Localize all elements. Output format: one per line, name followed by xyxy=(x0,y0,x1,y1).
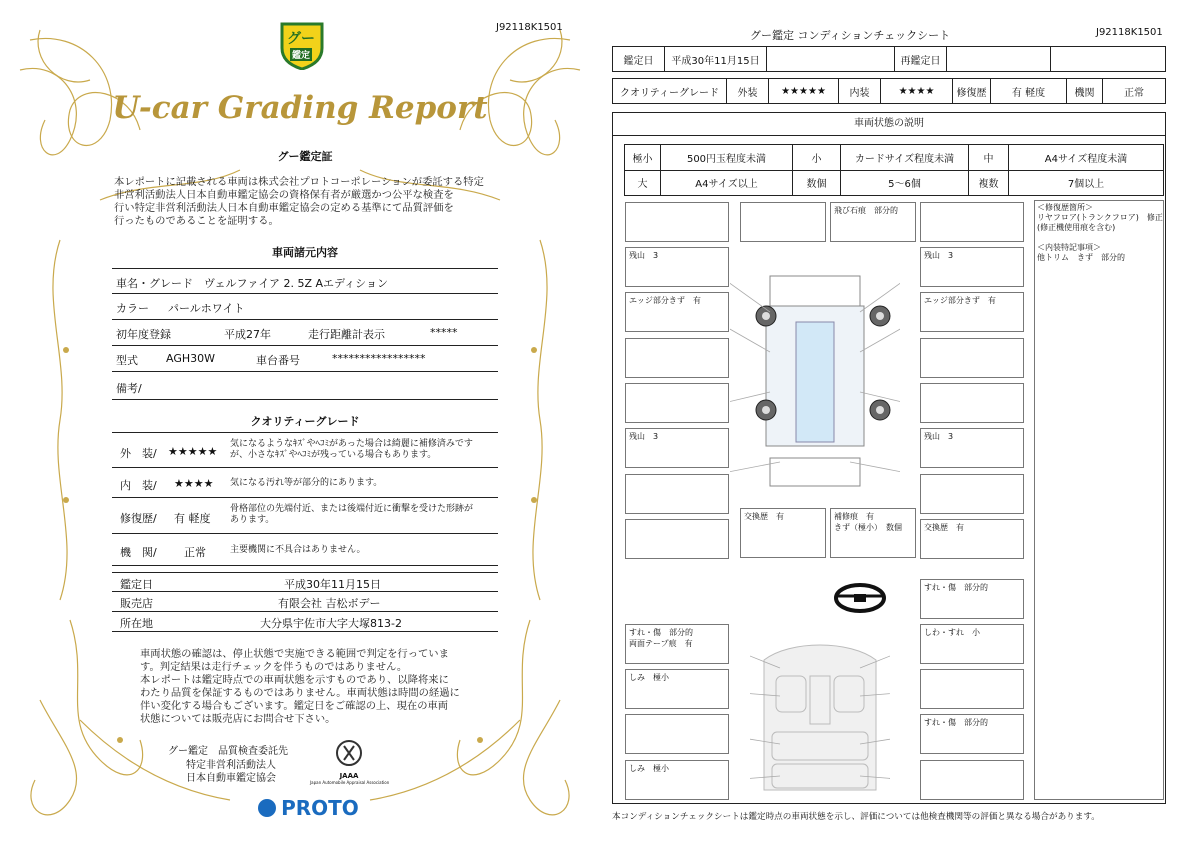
int-box-right-4: すれ・傷 部分的 xyxy=(920,714,1024,754)
spec-heading: 車両諸元内容 xyxy=(272,246,338,259)
spec-row-remarks xyxy=(112,372,498,400)
ext-box-left-1 xyxy=(625,202,729,242)
proto-mark-icon xyxy=(258,799,276,817)
type-label: 型式 xyxy=(116,354,138,367)
remarks-label: 備考/ xyxy=(116,382,142,395)
int-box-left-3 xyxy=(625,714,729,754)
engine-value: 正常 xyxy=(184,546,206,559)
legend-r1c5: 中 xyxy=(969,145,1009,171)
int-box-right-1: すれ・傷 部分的 xyxy=(920,579,1024,619)
ext-stars: ★★★★★ xyxy=(769,79,839,104)
ext-box-left-8 xyxy=(625,519,729,559)
spec-row-model xyxy=(112,268,498,294)
shop-label: 販売店 xyxy=(120,597,153,610)
ext-box-left-2: 残山 3 xyxy=(625,247,729,287)
logo-text-top: グー xyxy=(287,31,315,47)
exterior-label: 外 装/ xyxy=(120,447,157,460)
quality-row-interior xyxy=(112,468,498,498)
ext-box-bottom-center: 補修痕 有 きず（極小） 数個 xyxy=(830,508,916,558)
ext-box-left-7 xyxy=(625,474,729,514)
ext-box-right-5 xyxy=(920,383,1024,423)
ext-box-bottom-left: 交換歴 有 xyxy=(740,508,826,558)
reinspect-blank xyxy=(1051,47,1166,72)
type-value: AGH30W xyxy=(166,352,216,365)
chassis-value: ***************** xyxy=(332,352,426,365)
quality-label: クオリティーグレード xyxy=(613,79,727,104)
int-box-left-1: すれ・傷 部分的 両面テープ痕 有 xyxy=(625,624,729,664)
jaaa-logo xyxy=(310,738,388,788)
legend-table xyxy=(624,144,1164,196)
int-box-left-2: しみ 極小 xyxy=(625,669,729,709)
legend-r2c3: 数個 xyxy=(793,170,841,196)
certificate-intro: 本レポートに記載される車両は株式会社プロトコーポレーションが委託する特定 非営利活動法人日本自動車鑑定協会の資格保有者が厳選かつ公平な検査を 行い特定非営利活動法人日本自動車鑑定協会の定める基準にて品質評価を 行ったものであることを証明する。 xyxy=(114,176,484,227)
sheet-footer: 本コンディションチェックシートは鑑定時点の車両状態を示し、評価については他検査機関等の評価と異なる場合があります。 xyxy=(612,812,1100,822)
proto-text: PROTO xyxy=(281,796,359,820)
ext-box-left-5 xyxy=(625,383,729,423)
spec-row-registration xyxy=(112,320,498,346)
color-value: パールホワイト xyxy=(168,302,245,315)
commission-line-2: 特定非営利活動法人 xyxy=(186,760,276,771)
proto-logo xyxy=(258,796,359,822)
int-label: 内装 xyxy=(839,79,881,104)
spec-row-type xyxy=(112,346,498,372)
steering-wheel-icon xyxy=(834,582,886,614)
legend-r1c2: 500円玉程度未満 xyxy=(661,145,793,171)
legend-r1c4: カードサイズ程度未満 xyxy=(841,145,969,171)
legend-r2c1: 大 xyxy=(625,170,661,196)
legend-r2c4: 5～6個 xyxy=(841,170,969,196)
quality-row-engine xyxy=(112,534,498,566)
repair-value: 有 軽度 xyxy=(174,512,211,525)
ext-box-left-3: エッジ部分きず 有 xyxy=(625,292,729,332)
certificate-title: グー鑑定証 xyxy=(277,150,333,163)
notes-panel xyxy=(1034,200,1164,800)
engine-label: 機関 xyxy=(1067,79,1103,104)
ext-box-top-left xyxy=(740,202,826,242)
legend-r2c5: 複数 xyxy=(969,170,1009,196)
mileage-value: ***** xyxy=(430,326,458,339)
report-script-title: U-car Grading Report xyxy=(112,90,488,126)
quality-heading: クオリティーグレード xyxy=(250,415,360,428)
car-interior-diagram xyxy=(750,640,890,800)
info-row-shop xyxy=(112,592,498,612)
date-table xyxy=(612,46,1166,72)
repair-label: 修復歴 xyxy=(953,79,991,104)
int-stars: ★★★★ xyxy=(881,79,953,104)
model-value: ヴェルファイア 2. 5Z Aエディション xyxy=(204,277,388,290)
date-label: 鑑定日 xyxy=(120,578,153,591)
ext-box-top-center: 飛び石痕 部分的 xyxy=(830,202,916,242)
legend-r1c3: 小 xyxy=(793,145,841,171)
chassis-label: 車台番号 xyxy=(256,354,300,367)
int-box-left-4: しみ 極小 xyxy=(625,760,729,800)
ext-box-right-8: 交換歴 有 xyxy=(920,519,1024,559)
quality-row-repair xyxy=(112,498,498,534)
int-box-right-5 xyxy=(920,760,1024,800)
date-value: 平成30年11月15日 xyxy=(284,578,381,591)
quality-table xyxy=(612,78,1166,104)
ext-box-right-2: 残山 3 xyxy=(920,247,1024,287)
goo-kantei-logo xyxy=(278,20,326,70)
quality-row-exterior xyxy=(112,432,498,468)
car-exterior-diagram xyxy=(730,262,900,492)
mileage-label: 走行距離計表示 xyxy=(308,328,385,341)
interior-desc: 気になる汚れ等が部分的にあります。 xyxy=(230,478,383,488)
legend-r1c6: A4サイズ程度未満 xyxy=(1009,145,1164,171)
legend-r2c6: 7個以上 xyxy=(1009,170,1164,196)
date-label: 鑑定日 xyxy=(613,47,665,72)
jaaa-subtext: Japan Automobile Appraisal Association xyxy=(310,780,390,785)
ext-box-left-4 xyxy=(625,338,729,378)
spec-row-color xyxy=(112,294,498,320)
logo-text-bottom: 鑑定 xyxy=(290,48,312,61)
sheet-title: グー鑑定 コンディションチェックシート xyxy=(750,29,951,42)
legend-r1c1: 極小 xyxy=(625,145,661,171)
ext-box-right-7 xyxy=(920,474,1024,514)
reinspect-value xyxy=(947,47,1051,72)
address-value: 大分県宇佐市大字大塚813-2 xyxy=(260,617,402,630)
repair-label: 修復歴/ xyxy=(120,512,157,525)
repair-value: 有 軽度 xyxy=(991,79,1067,104)
model-label: 車名・グレード xyxy=(116,277,193,290)
ext-box-left-6: 残山 3 xyxy=(625,428,729,468)
date-blank xyxy=(767,47,895,72)
int-box-right-3 xyxy=(920,669,1024,709)
notes-text: ＜修復歴箇所＞ リヤフロア(トランクフロア) 修正 (修正機使用痕を含む) ＜内装特記事項＞ 他トリム きず 部分的 xyxy=(1037,203,1163,262)
color-label: カラー xyxy=(116,302,149,315)
ext-label: 外装 xyxy=(727,79,769,104)
condition-check-sheet xyxy=(600,0,1200,848)
exterior-desc: 気になるようなｷｽﾞやﾍｺﾐがあった場合は綺麗に補修済みです が、小さなｷｽﾞやﾍｺﾐが残っている場合もあります。 xyxy=(230,439,473,460)
reinspect-label: 再鑑定日 xyxy=(895,47,947,72)
ext-box-right-1 xyxy=(920,202,1024,242)
exterior-stars: ★★★★★ xyxy=(168,445,218,458)
commission-line-1: グー鑑定 品質検査委託先 xyxy=(168,746,288,757)
jaaa-emblem-icon xyxy=(334,738,364,768)
first-reg-value: 平成27年 xyxy=(224,328,271,341)
engine-label: 機 関/ xyxy=(120,546,157,559)
interior-stars: ★★★★ xyxy=(174,477,214,490)
engine-value: 正常 xyxy=(1103,79,1166,104)
legend-r2c2: A4サイズ以上 xyxy=(661,170,793,196)
repair-desc: 骨格部位の先端付近、または後端付近に衝撃を受けた形跡が あります。 xyxy=(230,504,474,525)
address-label: 所在地 xyxy=(120,617,153,630)
ext-box-right-3: エッジ部分きず 有 xyxy=(920,292,1024,332)
date-value: 平成30年11月15日 xyxy=(665,47,767,72)
shop-value: 有限会社 吉松ボデー xyxy=(278,597,381,610)
int-box-right-2: しわ・すれ 小 xyxy=(920,624,1024,664)
interior-label: 内 装/ xyxy=(120,479,157,492)
sheet-report-id: J92118K1501 xyxy=(1096,27,1163,38)
inspection-notice: 車両状態の確認は、停止状態で実施できる範囲で判定を行っていま す。判定結果は走行チェックを伴うものではありません。 本レポートは鑑定時点での車両状態を示すものであり、以降将来に わたり品質を保証するものではありません。車両状態は時間の経過に 伴い変化する場合もございます。鑑定日をご確認の上、現在の車両 状態については販売店にお問合せ下さい。 xyxy=(140,648,460,725)
commission-line-3: 日本自動車鑑定協会 xyxy=(186,773,276,784)
first-reg-label: 初年度登録 xyxy=(116,328,171,341)
info-row-date xyxy=(112,572,498,592)
engine-desc: 主要機関に不具合はありません。 xyxy=(230,545,366,555)
ext-box-right-6: 残山 3 xyxy=(920,428,1024,468)
report-id: J92118K1501 xyxy=(496,22,563,33)
jaaa-text: JAAA xyxy=(339,772,359,780)
state-heading: 車両状態の説明 xyxy=(612,112,1166,136)
info-row-address xyxy=(112,612,498,632)
ext-box-right-4 xyxy=(920,338,1024,378)
